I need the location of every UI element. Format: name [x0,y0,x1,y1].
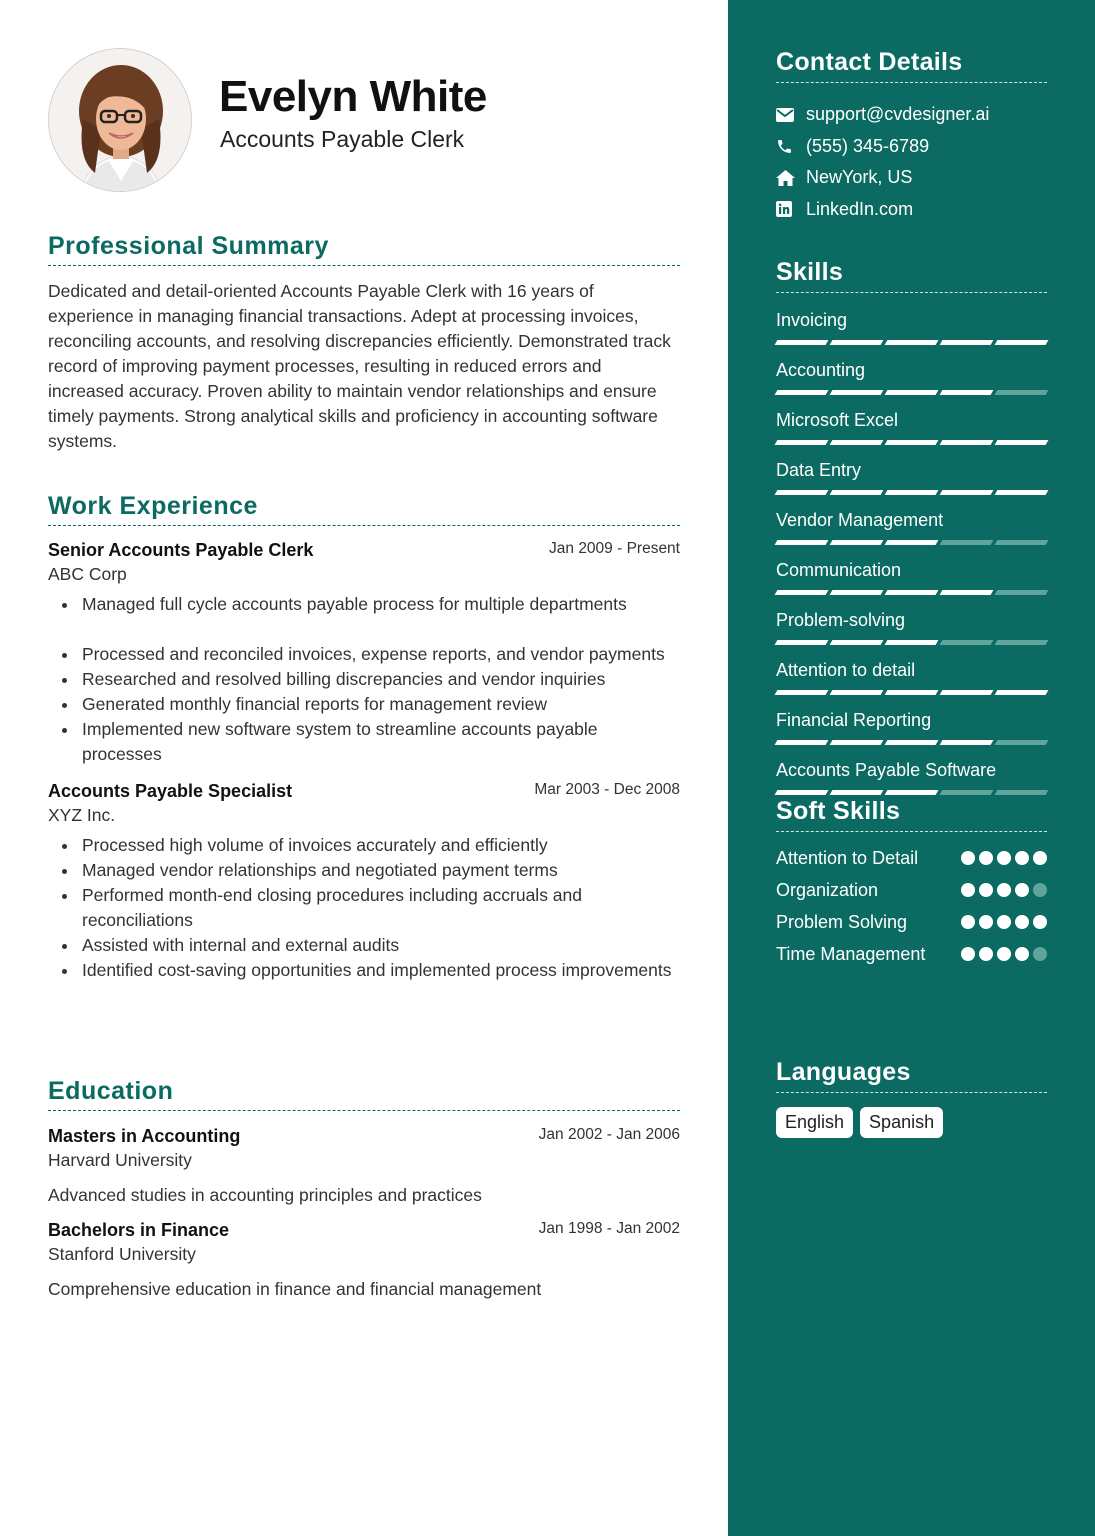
skill-segment-filled [995,690,1049,695]
soft-skills-section [776,797,1047,974]
skill-segment-filled [775,690,829,695]
job-title: Senior Accounts Payable Clerk [48,540,314,560]
skill-segment-filled [830,340,884,345]
sidebar [728,0,1095,1536]
job-bullets [48,833,680,983]
languages-section [776,1058,1047,1138]
soft-skill-rating [961,910,1047,929]
list-item: Processed and reconciled invoices, expense reports, and vendor payments [82,642,680,667]
degree-dates: Jan 1998 - Jan 2002 [538,1220,680,1237]
skill-segment-filled [995,340,1049,345]
skill-name: Invoicing [776,310,848,330]
rating-dot-filled [1015,947,1029,961]
list-item: Assisted with internal and external audits [82,933,680,958]
skill-segment-filled [830,490,884,495]
skill-level-bar [776,590,1047,595]
skill-item [776,757,1047,795]
skill-segment-filled [775,540,829,545]
soft-skill-item [776,878,1047,903]
skill-item [776,307,1047,345]
education-heading: Education [48,1077,680,1111]
skill-segment-filled [940,690,994,695]
rating-dot-filled [997,947,1011,961]
skill-name: Financial Reporting [776,710,932,730]
contact-section [776,48,1047,225]
degree-dates: Jan 2002 - Jan 2006 [538,1126,680,1143]
education-entry [48,1220,680,1300]
list-item: Managed vendor relationships and negotiated payment terms [82,858,680,883]
skill-segment-empty [995,390,1049,395]
skill-segment-filled [830,690,884,695]
skill-segment-empty [940,540,994,545]
skill-level-bar [776,490,1047,495]
skill-item [776,457,1047,495]
list-item: Generated monthly financial reports for management review [82,692,680,717]
languages-heading: Languages [776,1058,1047,1093]
skill-segment-filled [775,590,829,595]
rating-dot-filled [1033,915,1047,929]
skill-item [776,507,1047,545]
linkedin-icon [776,201,806,217]
skill-segment-filled [830,640,884,645]
avatar [49,49,192,192]
soft-skill-item [776,942,1047,967]
skill-item [776,607,1047,645]
rating-dot-filled [1033,851,1047,865]
candidate-name: Evelyn White [219,72,487,121]
skill-name: Microsoft Excel [776,410,899,430]
skill-segment-filled [775,640,829,645]
skill-segment-empty [940,790,994,795]
skill-segment-filled [885,740,939,745]
job-entry [48,781,680,983]
phone-icon [776,138,806,155]
skill-segment-filled [775,490,829,495]
skill-segment-empty [940,640,994,645]
rating-dot-filled [961,883,975,897]
soft-skill-item [776,846,1047,871]
degree-description: Comprehensive education in finance and financial management [48,1279,542,1299]
soft-skill-name: Attention to Detail [776,848,919,868]
contact-heading: Contact Details [776,48,1047,83]
skill-name: Problem-solving [776,610,906,630]
skill-segment-filled [885,490,939,495]
skill-segment-filled [830,390,884,395]
skill-segment-filled [940,440,994,445]
job-dates: Jan 2009 - Present [549,540,680,557]
skill-segment-filled [775,440,829,445]
degree-title: Bachelors in Finance [48,1220,230,1240]
education-section [48,1077,680,1300]
language-tag: English [776,1107,853,1138]
skill-segment-filled [885,540,939,545]
rating-dot-filled [979,915,993,929]
soft-skill-rating [961,878,1047,897]
skill-segment-filled [830,790,884,795]
skill-item [776,707,1047,745]
skill-level-bar [776,340,1047,345]
skill-segment-filled [885,440,939,445]
skill-level-bar [776,790,1047,795]
rating-dot-filled [1015,915,1029,929]
soft-skill-name: Organization [776,880,879,900]
school-name: Stanford University [48,1244,196,1264]
degree-title: Masters in Accounting [48,1126,241,1146]
skill-segment-empty [995,590,1049,595]
skill-item [776,357,1047,395]
skill-segment-filled [830,740,884,745]
skill-level-bar [776,740,1047,745]
skills-list [776,307,1047,795]
skill-segment-filled [775,740,829,745]
contact-list [776,99,1047,225]
skill-item [776,407,1047,445]
contact-email[interactable] [776,99,1047,131]
list-item: Researched and resolved billing discrepancies and vendor inquiries [82,667,680,692]
skill-segment-filled [775,340,829,345]
skill-segment-filled [940,390,994,395]
rating-dot-filled [979,883,993,897]
rating-dot-filled [961,915,975,929]
contact-text: NewYork, US [806,167,913,188]
skill-name: Communication [776,560,902,580]
contact-text: LinkedIn.com [806,198,914,219]
rating-dot-filled [997,915,1011,929]
skill-level-bar [776,440,1047,445]
languages-list [776,1107,1047,1138]
skill-segment-empty [995,640,1049,645]
soft-skill-item [776,910,1047,935]
rating-dot-empty [1033,883,1047,897]
list-item: Identified cost-saving opportunities and implemented process improvements [82,958,680,983]
job-company: XYZ Inc. [48,805,116,825]
skill-segment-filled [940,740,994,745]
skill-segment-filled [885,340,939,345]
experience-heading: Work Experience [48,492,680,526]
skill-segment-filled [995,490,1049,495]
skill-item [776,657,1047,695]
job-dates: Mar 2003 - Dec 2008 [534,781,680,798]
skill-segment-filled [885,390,939,395]
skills-heading: Skills [776,258,1047,293]
skills-section [776,258,1047,807]
job-bullets [48,592,680,767]
summary-section [48,232,680,454]
rating-dot-filled [1015,851,1029,865]
candidate-title: Accounts Payable Clerk [220,126,465,152]
list-item: Managed full cycle accounts payable process for multiple departments [82,592,680,617]
skill-name: Vendor Management [776,510,944,530]
job-entry [48,540,680,767]
skill-name: Accounting [776,360,866,380]
skill-level-bar [776,640,1047,645]
list-item: Implemented new software system to streamline accounts payable processes [82,717,680,767]
profile-photo [48,48,192,192]
skill-segment-filled [940,590,994,595]
degree-description: Advanced studies in accounting principles and practices [48,1185,482,1205]
summary-text: Dedicated and detail-oriented Accounts Payable Clerk with 16 years of experience in managing financial transactions. Adept at processing invoices, reconciling accounts, and resolving discrepancies efficiently. Demonstrated track record of improving payment processes, resulting in reduced errors and increased accuracy. Proven ability to maintain vendor relationships and ensure timely payments. Strong analytical skills and proficiency in accounting software systems. [48,281,671,451]
soft-skills-heading: Soft Skills [776,797,1047,832]
soft-skills-list [776,846,1047,967]
skill-segment-filled [775,790,829,795]
job-company: ABC Corp [48,564,127,584]
skill-segment-filled [995,440,1049,445]
skill-segment-filled [775,390,829,395]
skill-segment-filled [940,490,994,495]
rating-dot-filled [979,851,993,865]
soft-skill-name: Problem Solving [776,912,908,932]
skill-segment-filled [885,690,939,695]
skill-segment-filled [940,340,994,345]
summary-heading: Professional Summary [48,232,680,266]
skill-segment-empty [995,740,1049,745]
experience-section [48,492,680,983]
contact-linkedin[interactable] [776,194,1047,226]
rating-dot-filled [1015,883,1029,897]
skill-segment-empty [995,790,1049,795]
language-tag: Spanish [860,1107,943,1138]
soft-skill-rating [961,942,1047,961]
rating-dot-empty [1033,947,1047,961]
skill-segment-empty [995,540,1049,545]
skill-segment-filled [830,540,884,545]
skill-segment-filled [885,640,939,645]
skill-segment-filled [885,590,939,595]
envelope-icon [776,108,806,122]
skill-item [776,557,1047,595]
contact-location [776,162,1047,194]
skill-segment-filled [830,440,884,445]
skill-name: Data Entry [776,460,862,480]
soft-skill-rating [961,846,1047,865]
contact-text: (555) 345-6789 [806,135,930,156]
list-item: Performed month-end closing procedures including accruals and reconciliations [82,883,680,933]
rating-dot-filled [961,851,975,865]
skill-name: Attention to detail [776,660,916,680]
skill-segment-filled [830,590,884,595]
rating-dot-filled [961,947,975,961]
education-entry [48,1126,680,1206]
rating-dot-filled [997,883,1011,897]
job-title: Accounts Payable Specialist [48,781,293,801]
list-item: Processed high volume of invoices accurately and efficiently [82,833,680,858]
skill-name: Accounts Payable Software [776,760,997,780]
school-name: Harvard University [48,1150,192,1170]
contact-phone[interactable] [776,131,1047,163]
soft-skill-name: Time Management [776,944,926,964]
home-icon [776,170,806,186]
contact-text: support@cvdesigner.ai [806,104,990,125]
rating-dot-filled [979,947,993,961]
skill-level-bar [776,390,1047,395]
rating-dot-filled [997,851,1011,865]
skill-level-bar [776,540,1047,545]
skill-level-bar [776,690,1047,695]
skill-segment-filled [885,790,939,795]
